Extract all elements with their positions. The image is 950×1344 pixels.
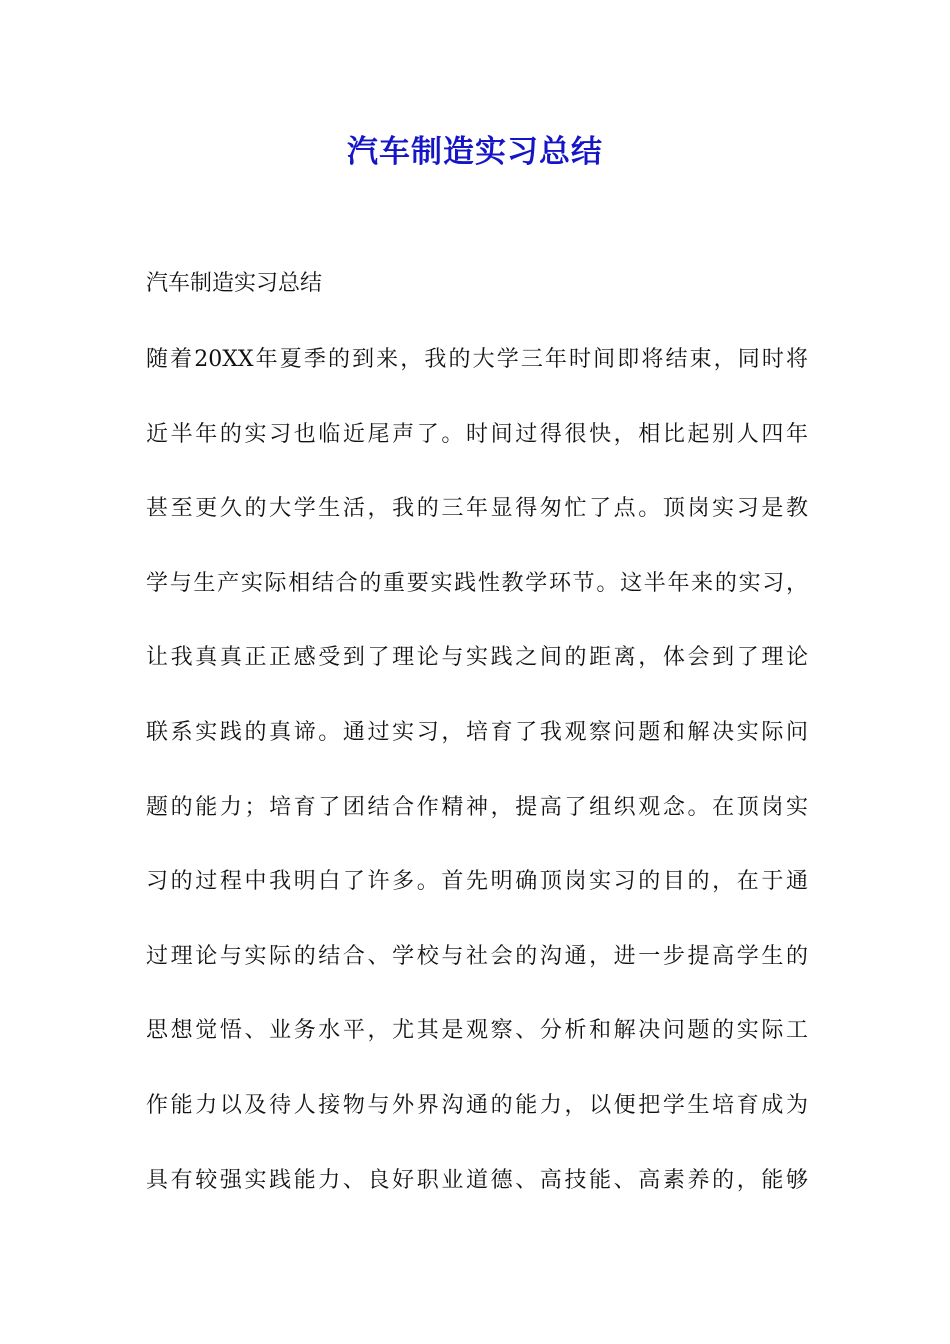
- document-body: [146, 342, 808, 1237]
- body-line: 题的能力；培育了团结合作精神，提高了组织观念。在顶岗实: [146, 794, 808, 820]
- document-subtitle: 汽车制造实习总结: [146, 271, 323, 296]
- body-line: 近半年的实习也临近尾声了。时间过得很快，相比起别人四年: [146, 421, 808, 447]
- body-line: 随着20XX年夏季的到来，我的大学三年时间即将结束，同时将: [146, 347, 808, 372]
- body-line: 过理论与实际的结合、学校与社会的沟通，进一步提高学生的: [146, 943, 808, 969]
- body-line: 具有较强实践能力、良好职业道德、高技能、高素养的，能够: [146, 1167, 808, 1193]
- document-title: 汽车制造实习总结: [347, 134, 603, 170]
- body-line: 联系实践的真谛。通过实习，培育了我观察问题和解决实际问: [146, 719, 808, 745]
- body-line: 思想觉悟、业务水平，尤其是观察、分析和解决问题的实际工: [146, 1018, 808, 1044]
- body-line: 习的过程中我明白了许多。首先明确顶岗实习的目的，在于通: [146, 869, 808, 895]
- body-line: 让我真真正正感受到了理论与实践之间的距离，体会到了理论: [146, 645, 808, 671]
- body-line: 学与生产实际相结合的重要实践性教学环节。这半年来的实习，: [146, 570, 808, 596]
- body-line: 作能力以及待人接物与外界沟通的能力，以便把学生培育成为: [146, 1092, 808, 1118]
- body-line: 甚至更久的大学生活，我的三年显得匆忙了点。顶岗实习是教: [146, 496, 808, 522]
